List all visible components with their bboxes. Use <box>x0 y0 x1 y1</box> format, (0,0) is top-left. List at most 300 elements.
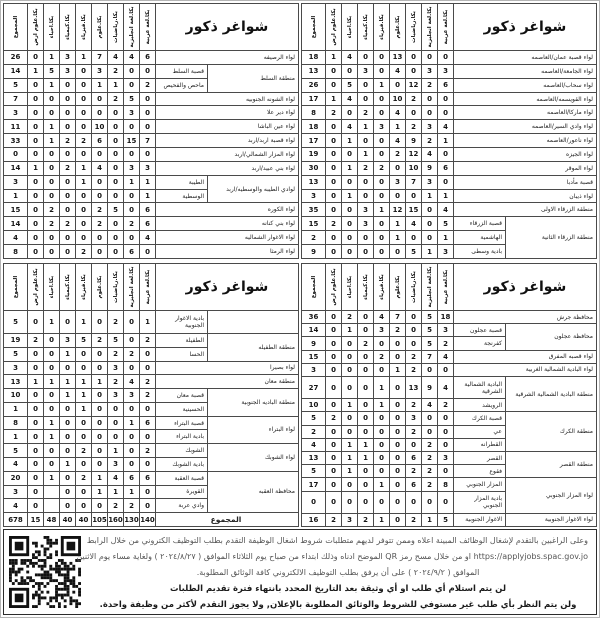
vacancy-count: 4 <box>390 106 406 120</box>
vacancy-count: 0 <box>92 347 108 361</box>
vacancy-count: 0 <box>28 458 44 472</box>
vacancy-count: 0 <box>44 106 60 120</box>
vacancy-count: 2 <box>60 161 76 175</box>
vacancy-count: 4 <box>342 92 358 106</box>
vacancy-count: 4 <box>4 231 28 245</box>
vacancy-count: 15 <box>28 513 44 527</box>
vacancy-count: 4 <box>438 203 454 217</box>
vacancy-count: 12 <box>406 148 422 162</box>
vacancy-count: 3 <box>140 161 156 175</box>
region-label: لواء المزار الجنوبي <box>506 478 597 513</box>
column-header: بكا.لغة عربية <box>140 4 156 51</box>
vacancy-count: 0 <box>76 78 92 92</box>
region-label: لواء سحاب/العاصمه <box>454 78 597 92</box>
vacancy-count: 17 <box>302 134 326 148</box>
vacancy-count: 0 <box>140 148 156 162</box>
column-header: بكا.احياء <box>44 264 60 311</box>
vacancy-count: 0 <box>108 148 124 162</box>
vacancy-count: 0 <box>124 444 140 458</box>
vacancy-count: 0 <box>92 175 108 189</box>
vacancy-count: 0 <box>124 458 140 472</box>
vacancy-count: 5 <box>406 245 422 259</box>
table-row <box>302 412 597 425</box>
vacancy-count: 0 <box>342 175 358 189</box>
vacancy-count: 0 <box>406 438 422 451</box>
vacancy-count: 0 <box>124 78 140 92</box>
vacancy-count: 0 <box>60 416 76 430</box>
vacancy-count: 48 <box>44 513 60 527</box>
vacancy-count: 2 <box>406 399 422 412</box>
vacancy-count: 140 <box>140 513 156 527</box>
vacancy-count: 1 <box>76 389 92 403</box>
vacancy-count: 0 <box>108 134 124 148</box>
vacancy-count: 0 <box>326 148 342 162</box>
vacancy-count: 0 <box>28 92 44 106</box>
vacancy-count: 1 <box>108 444 124 458</box>
vacancy-count: 7 <box>406 175 422 189</box>
table-row <box>302 106 597 120</box>
vacancy-count: 2 <box>390 324 406 337</box>
vacancy-count: 2 <box>140 389 156 403</box>
vacancy-count: 10 <box>92 120 108 134</box>
vacancy-count: 17 <box>302 478 326 491</box>
vacancy-count: 4 <box>342 120 358 134</box>
vacancy-count: 1 <box>374 478 390 491</box>
vacancy-count: 0 <box>44 333 60 347</box>
table-row <box>4 471 299 485</box>
vacancy-count: 3 <box>422 64 438 78</box>
vacancy-count: 1 <box>140 311 156 334</box>
vacancy-count: 4 <box>108 471 124 485</box>
table-row <box>4 375 299 389</box>
column-header: بكا.رياضيات <box>108 264 124 311</box>
vacancy-count: 1 <box>422 513 438 526</box>
region-label: لواء ناعور/العاصمه <box>454 134 597 148</box>
region-label: لواء بني عبيد/اربد <box>156 161 299 175</box>
vacancy-count: 0 <box>44 389 60 403</box>
vacancy-count: 0 <box>326 120 342 134</box>
vacancy-count: 0 <box>374 217 390 231</box>
vacancy-count: 2 <box>422 78 438 92</box>
vacancy-count: 2 <box>358 337 374 350</box>
table-row <box>302 217 597 231</box>
vacancy-count: 0 <box>76 416 92 430</box>
vacancy-count: 0 <box>374 412 390 425</box>
vacancy-count: 0 <box>28 134 44 148</box>
vacancy-count: 4 <box>342 51 358 65</box>
vacancy-count: 0 <box>92 231 108 245</box>
vacancy-count: 0 <box>44 92 60 106</box>
header-row <box>302 4 597 51</box>
vacancy-count: 2 <box>92 217 108 231</box>
subregion-label: قصبة عجلون <box>454 324 506 337</box>
vacancy-count: 0 <box>140 347 156 361</box>
subregion-label: بادية البتراء <box>156 430 208 444</box>
vacancy-count: 0 <box>28 444 44 458</box>
vacancy-count: 0 <box>28 120 44 134</box>
table-title: شواغر ذكور <box>454 4 597 51</box>
vacancy-count: 1 <box>358 120 374 134</box>
vacancy-count: 0 <box>406 231 422 245</box>
vacancy-count: 0 <box>374 452 390 465</box>
region-label: لوادي الطيبه والوسطيه/اربد <box>208 175 299 203</box>
vacancy-count: 8 <box>302 106 326 120</box>
vacancy-count: 0 <box>28 106 44 120</box>
table-row <box>302 51 597 65</box>
region-label: لواء قصبة عمان/العاصمه <box>454 51 597 65</box>
vacancy-count: 1 <box>76 161 92 175</box>
table-row <box>4 333 299 347</box>
vacancy-count: 0 <box>342 337 358 350</box>
subregion-label: قصبة الكرك <box>454 412 506 425</box>
column-header: بكا.علوم ارض <box>28 4 44 51</box>
vacancy-count: 0 <box>358 425 374 438</box>
vacancy-count: 0 <box>76 217 92 231</box>
vacancy-count: 1 <box>374 377 390 399</box>
vacancy-count: 0 <box>406 311 422 324</box>
region-label: قصبة مأدبا <box>454 175 597 189</box>
table-row <box>4 311 299 334</box>
vacancy-count: 0 <box>358 399 374 412</box>
vacancy-count: 0 <box>60 106 76 120</box>
vacancy-count: 0 <box>76 361 92 375</box>
vacancy-count: 0 <box>358 51 374 65</box>
vacancy-count: 130 <box>124 513 140 527</box>
grand-total-label: المجموع <box>156 513 299 527</box>
vacancy-count: 0 <box>358 311 374 324</box>
vacancy-count: 0 <box>358 324 374 337</box>
vacancy-count: 3 <box>60 333 76 347</box>
vacancy-count: 0 <box>60 120 76 134</box>
vacancy-count: 6 <box>140 51 156 65</box>
instruction-line: الموافق ( ٢٠٢٤/٩/٢ ) على أن يرفق بطلب التوظيف الالكتروني كافة الوثائق المطلوبة. <box>196 568 480 577</box>
vacancy-count: 1 <box>140 189 156 203</box>
table-row <box>302 78 597 92</box>
vacancy-count: 2 <box>406 363 422 376</box>
eligibility-warning-line: ولن يتم النظر بأي طلب غير مستوفي للشروط والوثائق المطلوبة بالإعلان, ولا يجوز التقدم لأكثر من وظيفة واحدة. <box>99 600 577 610</box>
vacancy-count: 0 <box>60 92 76 106</box>
column-header: بكا.لغة انجليزية <box>422 264 438 311</box>
vacancy-count: 0 <box>140 402 156 416</box>
subregion-label: الحسينية <box>156 402 208 416</box>
vacancy-count: 15 <box>406 203 422 217</box>
table-row <box>302 377 597 399</box>
vacancy-count: 678 <box>4 513 28 527</box>
subregion-label: القطرانه <box>454 438 506 451</box>
vacancy-count: 5 <box>342 78 358 92</box>
vacancy-count: 0 <box>60 311 76 334</box>
vacancy-count: 0 <box>76 485 92 499</box>
column-header: بكا.علوم ارض <box>28 264 44 311</box>
vacancy-count: 0 <box>374 92 390 106</box>
vacancy-count: 0 <box>92 92 108 106</box>
vacancy-count: 3 <box>438 452 454 465</box>
vacancy-count: 0 <box>326 350 342 363</box>
vacancy-count: 1 <box>124 175 140 189</box>
vacancy-count: 1 <box>60 347 76 361</box>
vacancy-count: 3 <box>124 106 140 120</box>
column-header: بكا.رياضيات <box>406 264 422 311</box>
vacancy-count: 0 <box>108 430 124 444</box>
vacancy-count: 2 <box>92 333 108 347</box>
vacancy-count: 0 <box>44 458 60 472</box>
vacancy-count: 0 <box>358 377 374 399</box>
vacancy-count: 17 <box>302 92 326 106</box>
vacancy-count: 0 <box>44 245 60 259</box>
vacancy-count: 2 <box>374 350 390 363</box>
vacancy-count: 40 <box>76 513 92 527</box>
vacancy-count: 2 <box>76 471 92 485</box>
vacancy-count: 0 <box>76 458 92 472</box>
vacancy-count: 0 <box>60 175 76 189</box>
vacancy-count: 1 <box>390 231 406 245</box>
table-row <box>302 452 597 465</box>
vacancy-count: 5 <box>4 78 28 92</box>
vacancy-count: 0 <box>406 189 422 203</box>
vacancy-count: 0 <box>44 361 60 375</box>
vacancy-count: 0 <box>438 465 454 478</box>
vacancy-count: 5 <box>108 333 124 347</box>
subregion-label: ماحص والفحيص <box>156 78 208 92</box>
region-label: منطقة الكرك <box>506 412 597 452</box>
vacancy-count: 6 <box>92 134 108 148</box>
vacancy-count: 1 <box>4 402 28 416</box>
column-header: بكا.رياضيات <box>108 4 124 51</box>
vacancy-count: 0 <box>358 363 374 376</box>
table-title: شواغر ذكور <box>454 264 597 311</box>
vacancy-count: 3 <box>124 161 140 175</box>
vacancy-count: 1 <box>438 231 454 245</box>
region-label: لواء الشونه الجنوبيه <box>156 92 299 106</box>
vacancy-count: 0 <box>342 350 358 363</box>
vacancy-count: 2 <box>422 452 438 465</box>
vacancy-count: 1 <box>326 92 342 106</box>
vacancy-count: 0 <box>326 399 342 412</box>
vacancy-count: 3 <box>374 324 390 337</box>
vacancy-count: 1 <box>28 64 44 78</box>
vacancy-count: 0 <box>390 465 406 478</box>
table-row <box>4 444 299 458</box>
table-row <box>302 161 597 175</box>
vacancy-count: 3 <box>4 485 28 499</box>
region-label: لواء وادي السير/العاصمه <box>454 120 597 134</box>
vacancy-count <box>44 485 60 499</box>
vacancy-count: 0 <box>422 363 438 376</box>
vacancy-count: 6 <box>124 471 140 485</box>
vacancy-count: 11 <box>4 120 28 134</box>
vacancy-count: 0 <box>390 245 406 259</box>
vacancy-count: 9 <box>302 245 326 259</box>
region-label: لواء الكوره <box>156 203 299 217</box>
vacancy-count: 0 <box>374 231 390 245</box>
vacancy-count: 15 <box>4 203 28 217</box>
vacancy-count: 2 <box>302 425 326 438</box>
vacancy-count: 3 <box>302 189 326 203</box>
vacancy-count: 1 <box>374 203 390 217</box>
vacancy-count: 2 <box>406 465 422 478</box>
vacancy-count: 2 <box>406 425 422 438</box>
vacancy-count: 1 <box>28 375 44 389</box>
vacancy-count: 0 <box>358 92 374 106</box>
vacancy-count: 5 <box>108 203 124 217</box>
subregion-label: المزار الجنوبي <box>454 478 506 491</box>
vacancy-count: 3 <box>108 361 124 375</box>
vacancy-count: 0 <box>390 161 406 175</box>
application-instructions-text <box>76 533 588 613</box>
vacancy-count: 5 <box>4 311 28 334</box>
subregion-label: قصبة السلط <box>156 64 208 78</box>
vacancy-count: 0 <box>44 402 60 416</box>
table-row <box>302 120 597 134</box>
subregion-label: بادية وسطى <box>454 245 506 259</box>
vacancy-count: 5 <box>422 324 438 337</box>
vacancy-count: 19 <box>4 333 28 347</box>
vacancy-count: 0 <box>76 499 92 513</box>
vacancy-count: 0 <box>326 491 342 513</box>
region-label: لواء البادية الشمالية الغربية <box>454 363 597 376</box>
vacancy-count: 5 <box>44 64 60 78</box>
vacancy-count: 3 <box>390 175 406 189</box>
vacancy-count: 6 <box>140 416 156 430</box>
vacancy-count: 1 <box>358 452 374 465</box>
table-row <box>4 361 299 375</box>
column-header: بكا.احياء <box>44 4 60 51</box>
vacancy-count: 3 <box>4 175 28 189</box>
vacancy-count: 0 <box>92 148 108 162</box>
vacancy-count: 16 <box>302 513 326 526</box>
vacancy-count: 1 <box>60 389 76 403</box>
vacancy-count: 0 <box>326 377 342 399</box>
region-label <box>208 311 299 334</box>
vacancy-count: 5 <box>302 412 326 425</box>
vacancy-count: 30 <box>302 161 326 175</box>
vacancy-count: 0 <box>342 425 358 438</box>
vacancy-count: 0 <box>342 148 358 162</box>
vacancy-count: 1 <box>4 189 28 203</box>
vacancy-count: 0 <box>140 92 156 106</box>
vacancy-count: 0 <box>374 189 390 203</box>
vacancy-count: 14 <box>4 217 28 231</box>
qr-code-icon <box>9 536 81 608</box>
vacancy-count: 0 <box>342 245 358 259</box>
vacancy-count: 1 <box>358 438 374 451</box>
vacancy-count: 5 <box>124 92 140 106</box>
vacancy-count: 0 <box>76 347 92 361</box>
vacancies-table <box>3 263 299 527</box>
vacancy-count: 40 <box>60 513 76 527</box>
vacancy-count: 0 <box>438 491 454 513</box>
vacancies-table <box>3 3 299 259</box>
vacancy-count: 1 <box>44 311 60 334</box>
region-label: لواء المزار الشمالي/اربد <box>156 148 299 162</box>
vacancy-count: 0 <box>358 189 374 203</box>
vacancy-count: 1 <box>4 430 28 444</box>
subregion-label: فقوع <box>454 465 506 478</box>
vacancy-count: 0 <box>124 64 140 78</box>
vacancy-count: 0 <box>342 412 358 425</box>
vacancy-count: 0 <box>108 231 124 245</box>
column-header: بكا.فيزياء <box>76 4 92 51</box>
vacancy-count: 7 <box>4 92 28 106</box>
region-label: لواء بصيرا <box>156 361 299 375</box>
vacancy-count: 0 <box>92 361 108 375</box>
vacancy-count: 1 <box>140 175 156 189</box>
vacancy-count: 0 <box>326 189 342 203</box>
table-title: شواغر ذكور <box>156 4 299 51</box>
vacancy-count: 0 <box>390 350 406 363</box>
vacancy-count: 0 <box>422 51 438 65</box>
subregion-label: وادي عربة <box>156 499 208 513</box>
vacancies-table-jerash-karak <box>301 263 597 527</box>
vacancy-count: 1 <box>124 485 140 499</box>
vacancy-count: 0 <box>76 430 92 444</box>
vacancy-count: 2 <box>422 465 438 478</box>
vacancy-count: 0 <box>374 64 390 78</box>
vacancy-count: 0 <box>326 324 342 337</box>
vacancy-count: 0 <box>390 513 406 526</box>
vacancy-count: 2 <box>108 375 124 389</box>
vacancy-count: 4 <box>438 350 454 363</box>
vacancy-count: 0 <box>28 51 44 65</box>
vacancy-count: 0 <box>438 106 454 120</box>
vacancy-count: 0 <box>374 148 390 162</box>
vacancy-count: 0 <box>342 217 358 231</box>
vacancy-count: 2 <box>422 478 438 491</box>
vacancy-count: 0 <box>406 106 422 120</box>
column-header: بكا.فيزياء <box>374 4 390 51</box>
vacancies-table <box>301 263 597 527</box>
vacancy-count: 1 <box>342 324 358 337</box>
region-label: لواء الاغوار الجنوبية <box>506 513 597 526</box>
vacancy-count: 15 <box>124 134 140 148</box>
vacancy-count: 0 <box>326 203 342 217</box>
table-row <box>4 231 299 245</box>
table-row <box>4 245 299 259</box>
vacancy-count: 2 <box>124 347 140 361</box>
vacancy-count: 0 <box>28 203 44 217</box>
region-label: منطقة الزرقاء الاولى <box>454 203 597 217</box>
vacancy-count: 3 <box>342 513 358 526</box>
vacancy-count: 6 <box>140 217 156 231</box>
vacancy-count: 0 <box>326 465 342 478</box>
subregion-label: كفرنجة <box>454 337 506 350</box>
vacancy-count: 1 <box>76 375 92 389</box>
vacancies-table-balqa-irbid <box>3 3 299 259</box>
vacancy-count: 0 <box>108 245 124 259</box>
vacancy-count: 0 <box>76 189 92 203</box>
vacancy-count: 0 <box>76 231 92 245</box>
table-row <box>4 51 299 65</box>
vacancy-count: 4 <box>124 375 140 389</box>
vacancy-count: 0 <box>390 491 406 513</box>
vacancy-count: 3 <box>406 412 422 425</box>
vacancy-count: 0 <box>60 189 76 203</box>
subregion-label: الهاشمية <box>454 231 506 245</box>
vacancy-count: 10 <box>390 92 406 106</box>
vacancy-count: 0 <box>326 245 342 259</box>
region-label: منطقة الطفيله <box>208 333 299 361</box>
vacancy-count: 0 <box>76 64 92 78</box>
vacancy-count: 36 <box>302 311 326 324</box>
vacancy-count: 0 <box>438 175 454 189</box>
subregion-label: القويرة <box>156 485 208 499</box>
vacancy-count: 2 <box>390 148 406 162</box>
vacancy-count: 2 <box>108 64 124 78</box>
region-label: لواء عين الباشا <box>156 120 299 134</box>
vacancy-count: 0 <box>342 491 358 513</box>
vacancy-count: 13 <box>302 452 326 465</box>
region-label: منطقة الباديه الجنوبية <box>208 389 299 417</box>
